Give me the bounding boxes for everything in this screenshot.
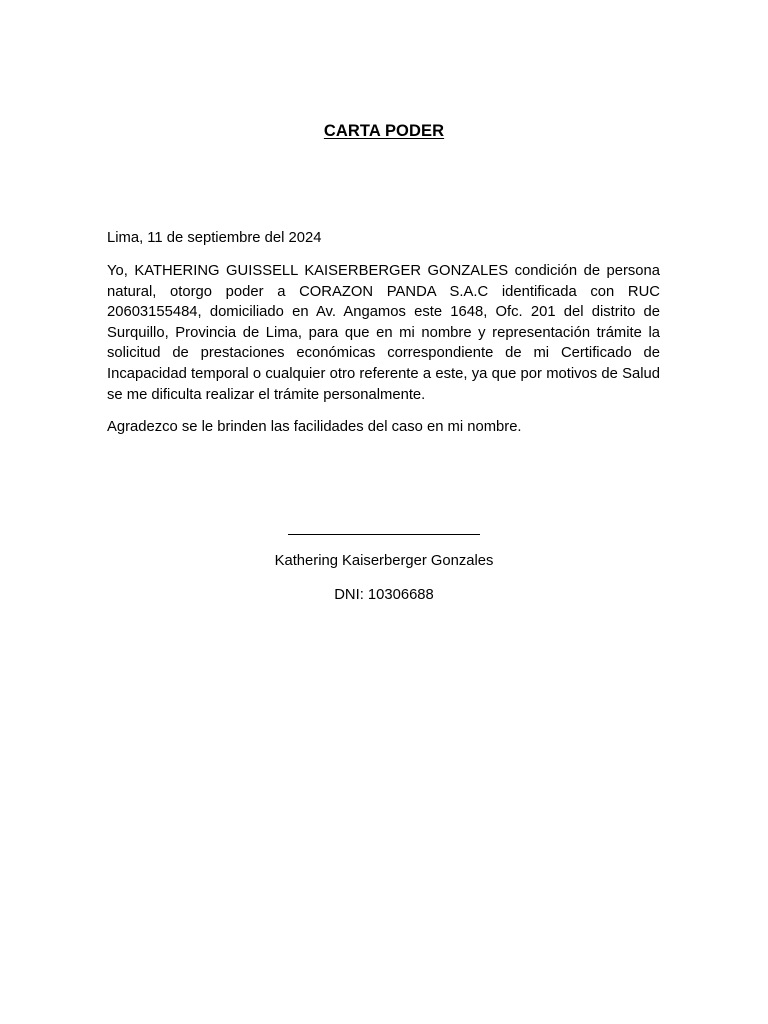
signature-line [288,534,480,535]
signatory-dni: DNI: 10306688 [334,587,434,603]
signatory-name: Kathering Kaiserberger Gonzales [274,553,494,569]
date-line: Lima, 11 de septiembre del 2024 [107,230,322,246]
power-of-attorney-paragraph: Yo, KATHERING GUISSELL KAISERBERGER GONZALES condición de persona natural, otorgo poder a CORAZON PANDA S.A.C identificada con RUC 20603155484, domiciliado en Av. Angamos este 1648, Ofc. 201 del distrito de Surquillo, Provincia de Lima, para que en mi nombre y representación trámite la solicitud de prestaciones económicas correspondiente de mi Certificado de Incapacidad temporal o cualquier otro referente a este, ya que por motivos de Salud se me dificulta realizar el trámite personalmente. [107,263,660,403]
document-title: CARTA PODER [323,122,445,140]
closing-paragraph: Agradezco se le brinden las facilidades del caso en mi nombre. [107,419,522,435]
